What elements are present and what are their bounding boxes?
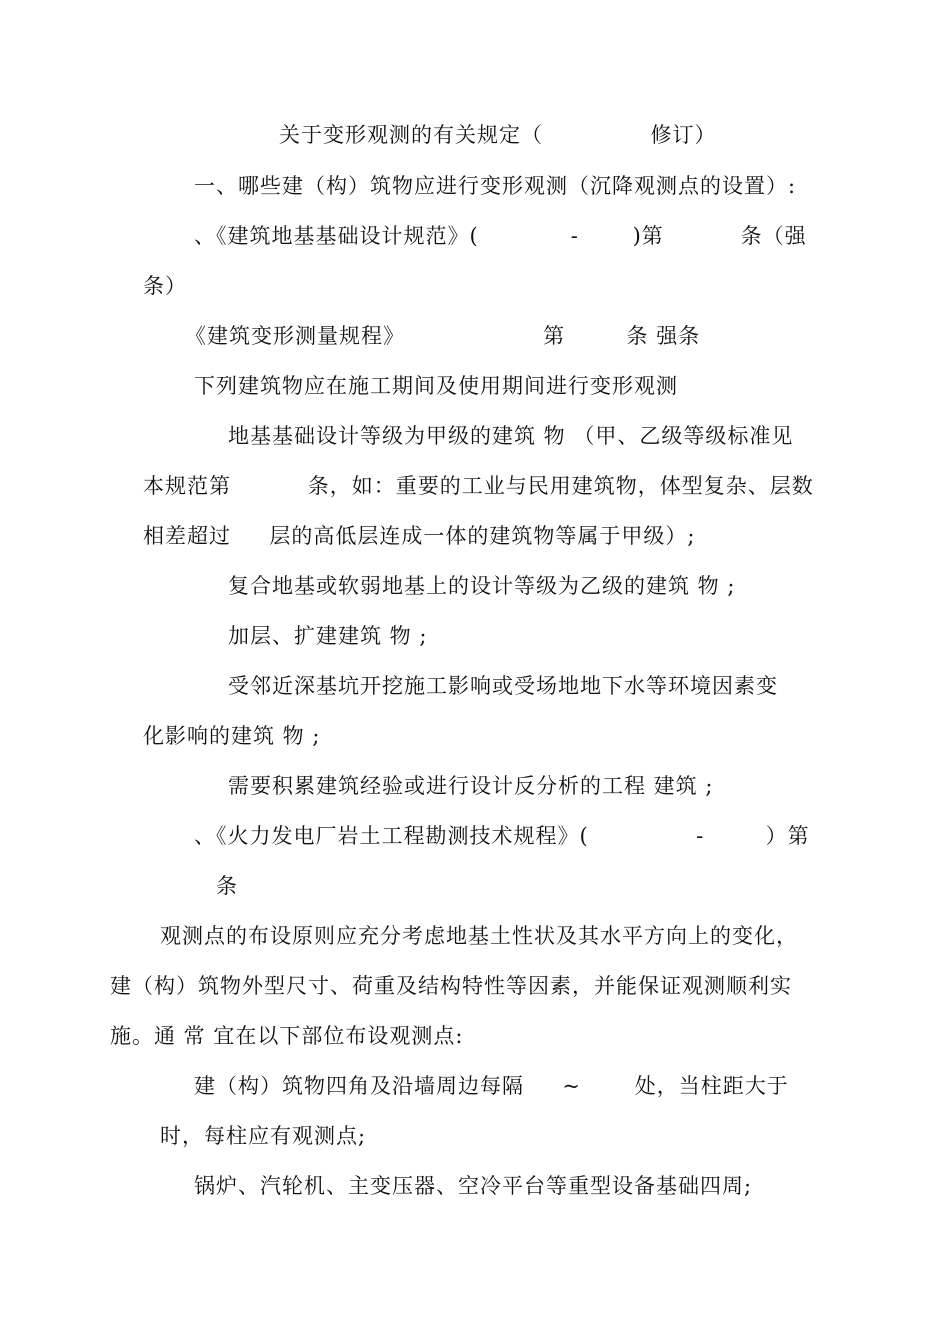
observation-intro: 下列建筑物应在施工期间及使用期间进行变形观测 bbox=[194, 374, 678, 398]
reference-3-line-1: 、《火力发电厂岩土工程勘测技术规程》( - ）第 bbox=[194, 824, 810, 848]
point-2: 锅炉、汽轮机、主变压器、空冷平台等重型设备基础四周; bbox=[194, 1174, 753, 1198]
reference-3-line-2: 条 bbox=[216, 874, 238, 898]
reference-1-line-2: 条） bbox=[143, 274, 187, 298]
item-2: 复合地基或软弱地基上的设计等级为乙级的建筑 物 ; bbox=[228, 574, 736, 598]
item-3: 加层、扩建建筑 物 ; bbox=[228, 624, 428, 648]
item-1-line-1: 地基基础设计等级为甲级的建筑 物 （甲、乙级等级标准见 bbox=[228, 424, 794, 448]
point-1-line-2: 时，每柱应有观测点; bbox=[160, 1124, 367, 1148]
principle-line-2: 建（构）筑物外型尺寸、荷重及结构特性等因素，并能保证观测顺利实 bbox=[110, 974, 792, 998]
reference-1-line-1: 、《建筑地基基础设计规范》( - )第 条（强 bbox=[194, 224, 807, 248]
principle-line-1: 观测点的布设原则应充分考虑地基土性状及其水平方向上的变化， bbox=[160, 924, 798, 948]
item-1-line-2: 本规范第 条，如：重要的工业与民用建筑物，体型复杂、层数 bbox=[143, 474, 814, 498]
point-1-line-1: 建（构）筑物四角及沿墙周边每隔 ~ 处，当柱距大于 bbox=[194, 1074, 789, 1098]
item-1-line-3: 相差超过 层的高低层连成一体的建筑物等属于甲级）; bbox=[143, 524, 696, 548]
item-4-line-2: 化影响的建筑 物 ; bbox=[143, 724, 321, 748]
reference-2: 《建筑变形测量规程》 第 条 强条 bbox=[185, 324, 701, 348]
item-4-line-1: 受邻近深基坑开挖施工影响或受场地地下水等环境因素变 bbox=[228, 674, 778, 698]
item-5: 需要积累建筑经验或进行设计反分析的工程 建筑 ; bbox=[228, 774, 714, 798]
principle-line-3: 施。通 常 宜在以下部位布设观测点: bbox=[110, 1024, 464, 1048]
section-one-heading: 一、哪些建（构）筑物应进行变形观测（沉降观测点的设置）: bbox=[194, 174, 797, 198]
document-title: 关于变形观测的有关规定（ 修订） bbox=[279, 123, 717, 147]
